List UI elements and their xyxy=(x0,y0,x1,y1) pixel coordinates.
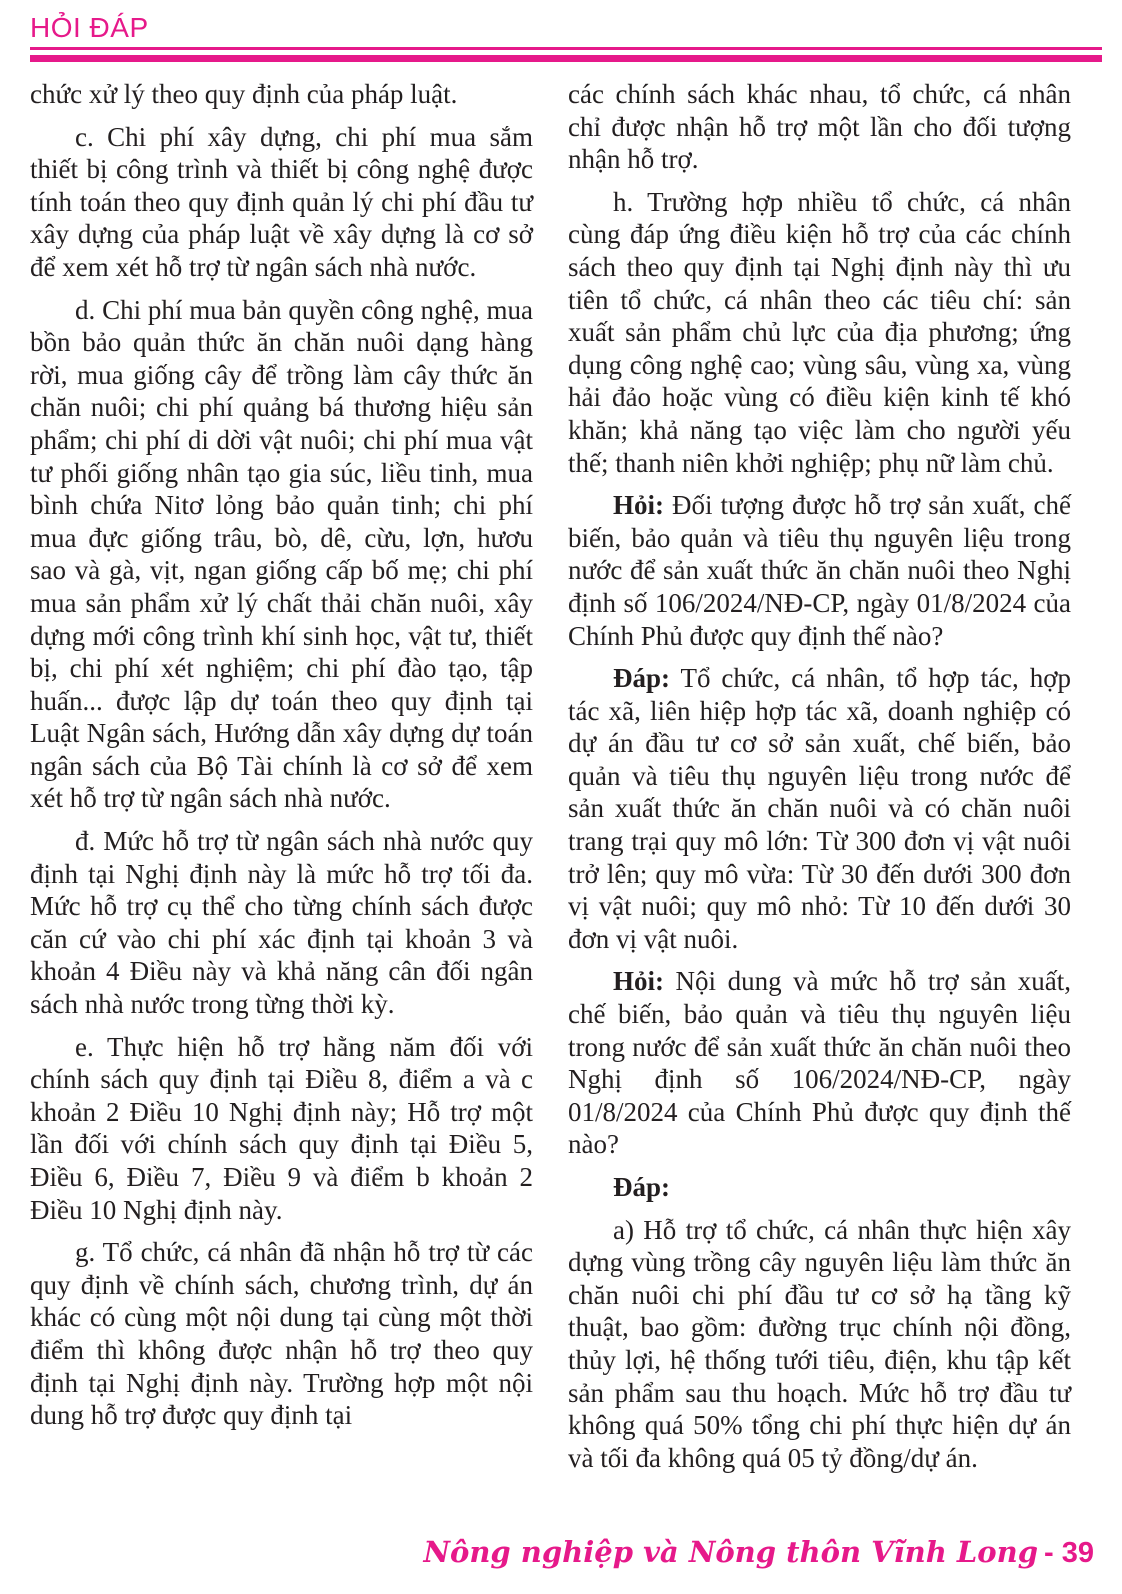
paragraph: các chính sách khác nhau, tổ chức, cá nhân chỉ được nhận hỗ trợ một lần cho đối tượng nhận hỗ trợ. xyxy=(568,79,1071,175)
paragraph: h. Trường hợp nhiều tổ chức, cá nhân cùng đáp ứng điều kiện hỗ trợ của các chính sách theo quy định tại Nghị định này thì ưu tiên tổ chức, cá nhân theo các tiêu chí: sản xuất sản phẩm chủ lực của địa phương; ứng dụng công nghệ cao; vùng sâu, vùng xa, vùng hải đảo hoặc vùng có điều kiện kinh tế khó khăn; khả năng tạo việc làm cho người yếu thế; thanh niên khởi nghiệp; phụ nữ làm chủ. xyxy=(568,186,1071,478)
left-column xyxy=(30,78,533,1442)
header-rule-thick xyxy=(30,55,1102,62)
question-text: Đối tượng được hỗ trợ sản xuất, chế biến, bảo quản và tiêu thụ nguyên liệu trong nước để sản xuất thức ăn chăn nuôi theo Nghị định số 106/2024/NĐ-CP, ngày 01/8/2024 của Chính Phủ được quy định thế nào? xyxy=(568,490,1071,651)
question-paragraph xyxy=(568,489,1071,652)
answer-paragraph xyxy=(568,1171,1071,1204)
paragraph: c. Chi phí xây dựng, chi phí mua sắm thiết bị công trình và thiết bị công nghệ được tính toán theo quy định quản lý chi phí đầu tư xây dựng của pháp luật về xây dựng là cơ sở để xem xét hỗ trợ từ ngân sách nhà nước. xyxy=(30,121,533,282)
answer-paragraph xyxy=(568,662,1071,955)
answer-text: Tổ chức, cá nhân, tổ hợp tác, hợp tác xã, liên hiệp hợp tác xã, doanh nghiệp có dự án đầu tư cơ sở sản xuất, chế biến, bảo quản và tiêu thụ nguyên liệu trong nước để sản xuất thức ăn chăn nuôi và có chăn nuôi trang trại quy mô lớn: Từ 300 đơn vị vật nuôi trở lên; quy mô vừa: Từ 30 đến dưới 300 đơn vị vật nuôi; quy mô nhỏ: Từ 10 đến dưới 30 đơn vị vật nuôi. xyxy=(568,663,1071,954)
paragraph: e. Thực hiện hỗ trợ hằng năm đối với chính sách quy định tại Điều 8, điểm a và c khoản 2 Điều 10 Nghị định này; Hỗ trợ một lần đối với chính sách quy định tại Điều 5, Điều 6, Điều 7, Điều 9 và điểm b khoản 2 Điều 10 Nghị định này. xyxy=(30,1031,533,1225)
magazine-name: Nông nghiệp và Nông thôn Vĩnh Long xyxy=(423,1535,1039,1569)
header-rule-thin xyxy=(30,47,1102,50)
paragraph: d. Chi phí mua bản quyền công nghệ, mua bồn bảo quản thức ăn chăn nuôi dạng hàng rời, mua giống cây để trồng làm cây thức ăn chăn nuôi; chi phí quảng bá thương hiệu sản phẩm; chi phí di dời vật nuôi; chi phí mua vật tư phối giống nhân tạo gia súc, liều tinh, mua bình chứa Nitơ lỏng bảo quản tinh; chi phí mua đực giống trâu, bò, dê, cừu, lợn, hươu sao và gà, vịt, ngan giống cấp bố mẹ; chi phí mua sản phẩm xử lý chất thải chăn nuôi, xây dựng mới công trình khí sinh học, vật tư, thiết bị, chi phí xét nghiệm; chi phí đào tạo, tập huấn... được lập dự toán theo quy định tại Luật Ngân sách, Hướng dẫn xây dựng dự toán ngân sách của Bộ Tài chính là cơ sở để xem xét hỗ trợ từ ngân sách nhà nước. xyxy=(30,294,533,814)
question-paragraph xyxy=(568,965,1071,1161)
section-title: HỎI ĐÁP xyxy=(30,12,149,43)
right-column xyxy=(568,78,1071,1484)
paragraph: g. Tổ chức, cá nhân đã nhận hỗ trợ từ các quy định về chính sách, chương trình, dự án khác có cùng một nội dung tại cùng một thời điểm thì không được nhận hỗ trợ theo quy định tại Nghị định này. Trường hợp một nội dung hỗ trợ được quy định tại xyxy=(30,1237,533,1431)
paragraph: đ. Mức hỗ trợ từ ngân sách nhà nước quy định tại Nghị định này là mức hỗ trợ tối đa. Mức hỗ trợ cụ thể cho từng chính sách được căn cứ vào chi phí xác định tại khoản 3 và khoản 4 Điều này và khả năng cân đối ngân sách nhà nước trong từng thời kỳ. xyxy=(30,826,533,1020)
answer-label: Đáp: xyxy=(613,1172,671,1202)
page-footer xyxy=(423,1535,1094,1570)
question-text: Nội dung và mức hỗ trợ sản xuất, chế biến, bảo quản và tiêu thụ nguyên liệu trong nước để sản xuất thức ăn chăn nuôi theo Nghị định số 106/2024/NĐ-CP, ngày 01/8/2024 của Chính Phủ được quy định thế nào? xyxy=(568,966,1071,1160)
page-number: - 39 xyxy=(1044,1537,1094,1569)
question-label: Hỏi: xyxy=(613,966,664,997)
question-label: Hỏi: xyxy=(613,490,664,521)
answer-label: Đáp: xyxy=(613,663,671,694)
paragraph: chức xử lý theo quy định của pháp luật. xyxy=(30,79,458,109)
paragraph: a) Hỗ trợ tổ chức, cá nhân thực hiện xây dựng vùng trồng cây nguyên liệu làm thức ăn chăn nuôi chi phí đầu tư cơ sở hạ tầng kỹ thuật, bao gồm: đường trục chính nội đồng, thủy lợi, hệ thống tưới tiêu, điện, khu tập kết sản phẩm sau thu hoạch. Mức hỗ trợ đầu tư không quá 50% tổng chi phí thực hiện dự án và tối đa không quá 05 tỷ đồng/dự án. xyxy=(568,1214,1071,1473)
